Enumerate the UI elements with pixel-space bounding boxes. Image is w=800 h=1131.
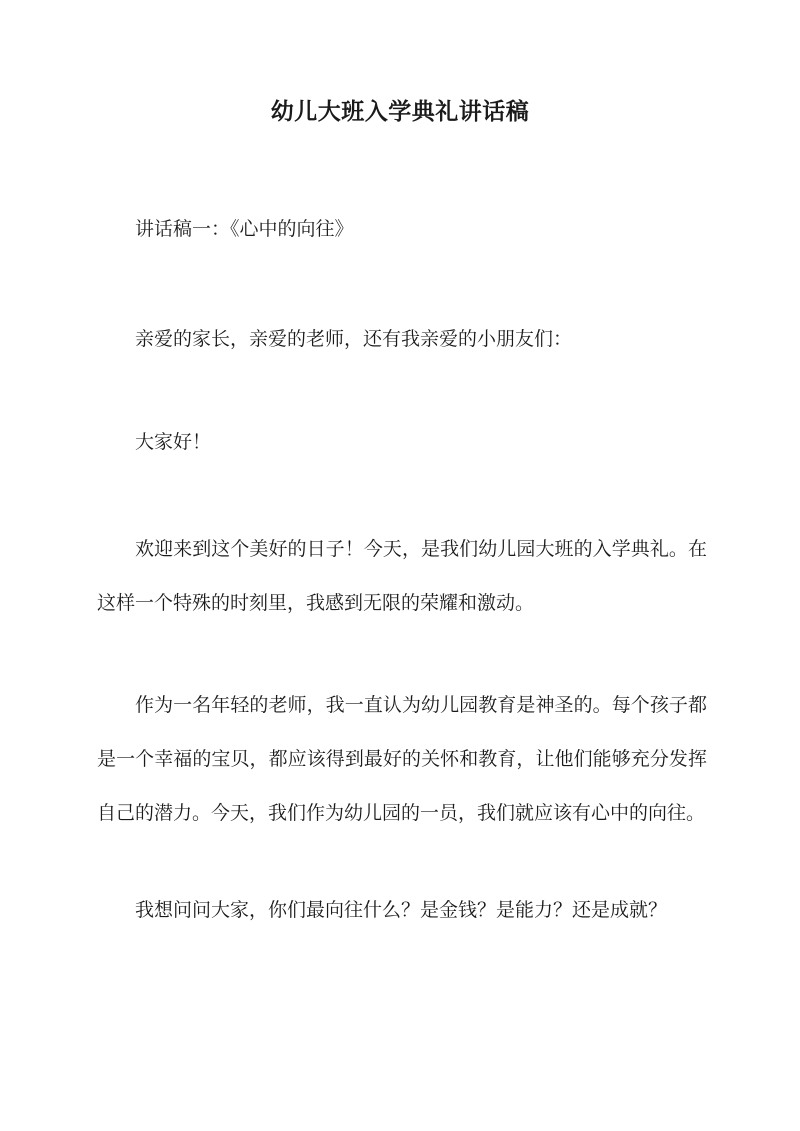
teacher-belief-paragraph: 作为一名年轻的老师，我一直认为幼儿园教育是神圣的。每个孩子都是一个幸福的宝贝，都应该得到最好的关怀和教育，让他们能够充分发挥自己的潜力。今天，我们作为幼儿园的一员，我们就应该有心中的向往。 bbox=[97, 694, 707, 824]
question-paragraph: 我想问问大家，你们最向往什么？是金钱？是能力？还是成就？ bbox=[135, 899, 668, 921]
speech-heading: 讲话稿一：《心中的向往》 bbox=[135, 218, 354, 240]
salutation-paragraph: 亲爱的家长，亲爱的老师，还有我亲爱的小朋友们： bbox=[135, 328, 573, 350]
document-title: 幼儿大班入学典礼讲话稿 bbox=[270, 98, 530, 125]
greeting-paragraph: 大家好！ bbox=[135, 431, 212, 453]
welcome-paragraph: 欢迎来到这个美好的日子！今天，是我们幼儿园大班的入学典礼。在这样一个特殊的时刻里，我感到无限的荣耀和激动。 bbox=[97, 538, 707, 614]
